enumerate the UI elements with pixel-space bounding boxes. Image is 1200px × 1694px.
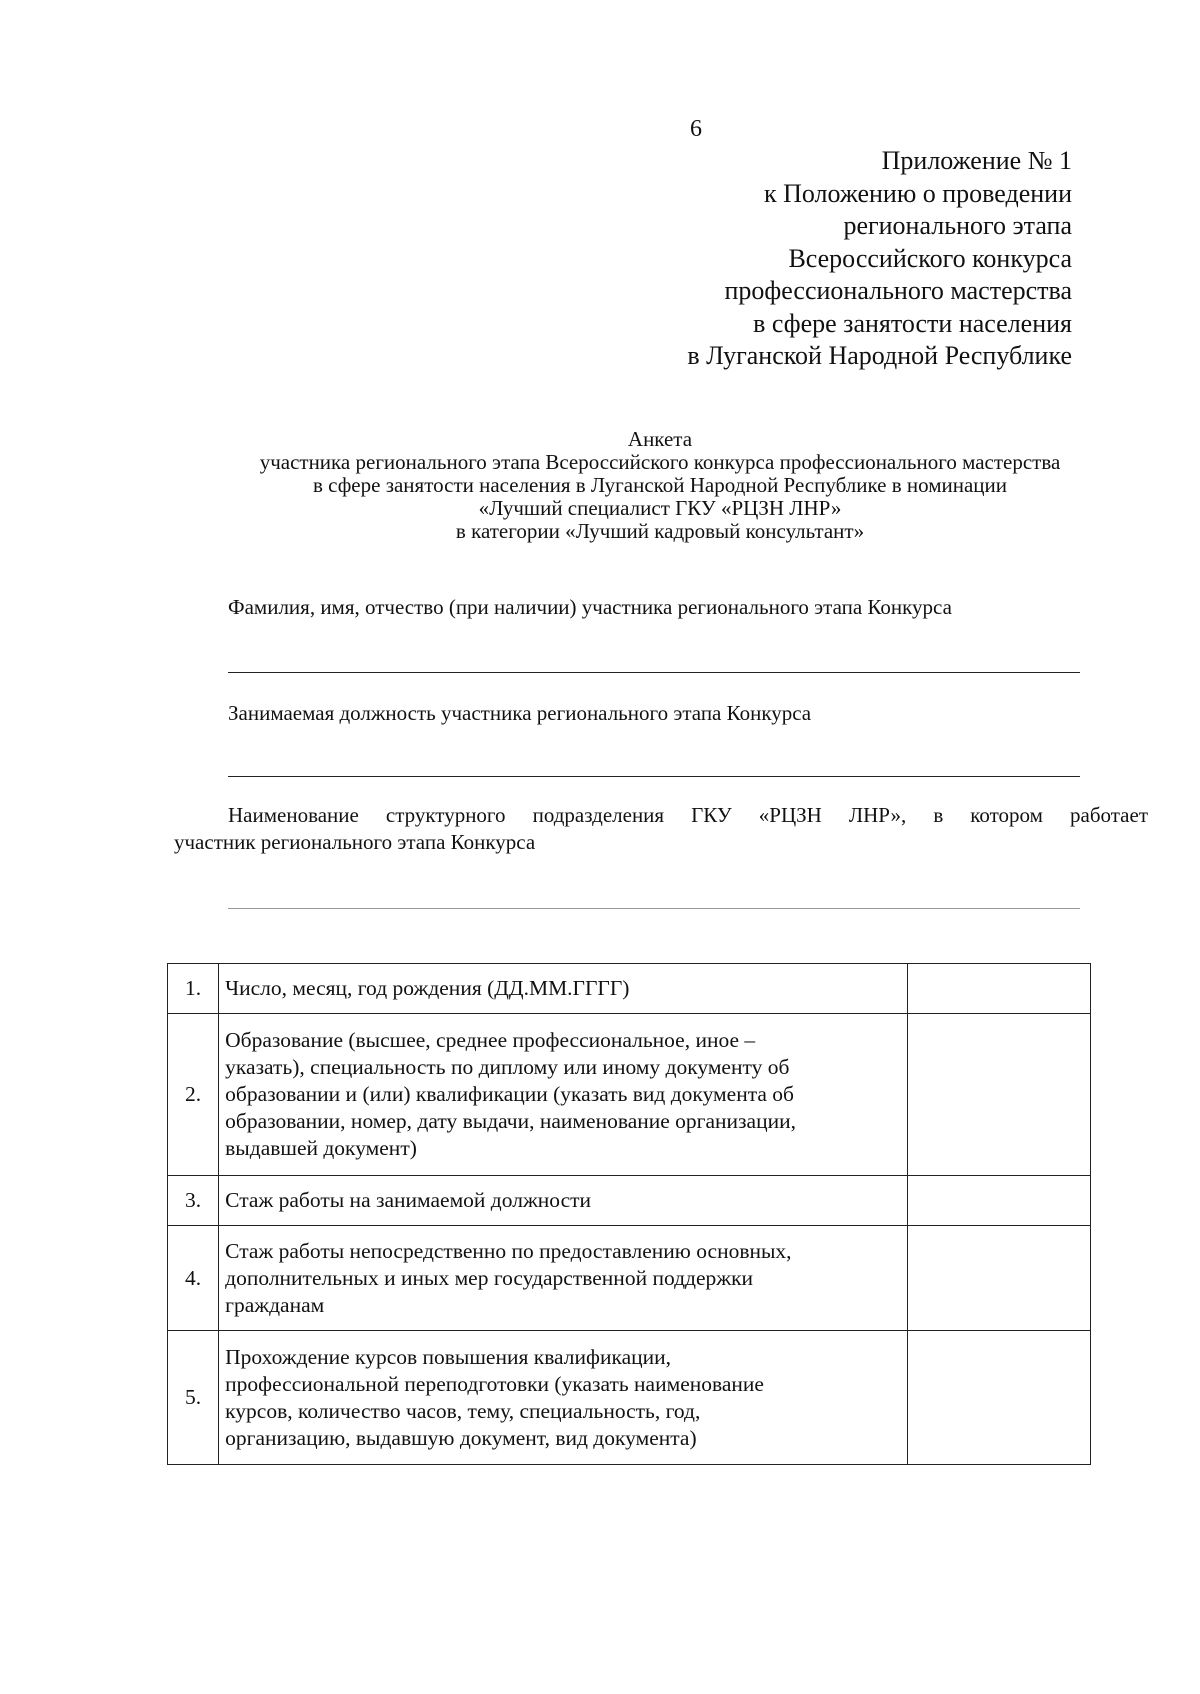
department-label-line: участник регионального этапа Конкурса	[174, 830, 536, 854]
description-line: дополнительных и иных мер государственной поддержки	[225, 1265, 754, 1290]
description-line: Прохождение курсов повышения квалификации,	[225, 1344, 672, 1369]
description-line: Стаж работы на занимаемой должности	[225, 1188, 592, 1212]
title-line: Анкета	[627, 427, 693, 451]
table-row	[168, 1014, 1091, 1176]
full-name-input-line[interactable]	[228, 672, 1080, 673]
appendix-line: Всероссийского конкурса	[788, 243, 1072, 273]
appendix-line: к Положению о проведении	[763, 178, 1072, 208]
table-row	[168, 1176, 1091, 1226]
appendix-line: Приложение № 1	[881, 146, 1072, 175]
title-line: в сфере занятости населения в Луганской Народной Республике в номинации	[312, 473, 1008, 497]
row-description	[219, 964, 908, 1014]
description-line: выдавшей документ)	[225, 1136, 417, 1160]
description-line: Образование (высшее, среднее профессиональное, иное –	[225, 1028, 756, 1052]
description-line: указать), специальность по диплому или иному документу об	[225, 1055, 790, 1079]
questionnaire-table	[167, 963, 1091, 1465]
row-number: 1.	[168, 964, 219, 1014]
description-line: профессиональной переподготовки (указать наименование	[225, 1371, 764, 1396]
row-description	[219, 1014, 908, 1176]
description-line: организацию, выдавшую документ, вид документа)	[225, 1425, 697, 1450]
row-number: 5.	[168, 1331, 219, 1465]
row-value-cell[interactable]	[908, 964, 1091, 1014]
table-row	[168, 964, 1091, 1014]
appendix-header	[687, 145, 1072, 373]
position-label: Занимаемая должность участника регионального этапа Конкурса	[228, 701, 812, 725]
description-line: образовании, номер, дату выдачи, наименование организации,	[225, 1109, 796, 1133]
full-name-label: Фамилия, имя, отчество (при наличии) участника регионального этапа Конкурса	[228, 595, 952, 619]
appendix-line: профессионального мастерства	[724, 276, 1072, 305]
row-description	[219, 1331, 908, 1465]
position-input-line[interactable]	[228, 776, 1080, 777]
department-label-line: Наименование структурного подразделения ГКУ «РЦЗН ЛНР», в котором работает	[228, 803, 1148, 827]
title-line: в категории «Лучший кадровый консультант»	[455, 519, 865, 543]
title-line: «Лучший специалист ГКУ «РЦЗН ЛНР»	[478, 496, 842, 520]
row-description	[219, 1226, 908, 1331]
row-value-cell[interactable]	[908, 1014, 1091, 1176]
row-number: 4.	[168, 1226, 219, 1331]
description-line: Стаж работы непосредственно по предоставлению основных,	[225, 1238, 792, 1263]
row-value-cell[interactable]	[908, 1226, 1091, 1331]
row-number: 3.	[168, 1176, 219, 1226]
table-row	[168, 1331, 1091, 1465]
row-number: 2.	[168, 1014, 219, 1176]
row-value-cell[interactable]	[908, 1331, 1091, 1465]
row-description	[219, 1176, 908, 1226]
table-row	[168, 1226, 1091, 1331]
page-number: 6	[690, 116, 702, 142]
appendix-line: в Луганской Народной Республике	[687, 341, 1072, 370]
description-line: Число, месяц, год рождения (ДД.ММ.ГГГГ)	[225, 976, 630, 1000]
appendix-line: в сфере занятости населения	[753, 308, 1072, 338]
description-line: образовании и (или) квалификации (указать вид документа об	[225, 1082, 794, 1106]
appendix-line: регионального этапа	[843, 211, 1072, 240]
document-title	[170, 428, 1150, 543]
description-line: курсов, количество часов, тему, специальность, год,	[225, 1398, 701, 1423]
row-value-cell[interactable]	[908, 1176, 1091, 1226]
description-line: гражданам	[225, 1292, 325, 1317]
department-label	[174, 802, 1148, 856]
title-line: участника регионального этапа Всероссийского конкурса профессионального мастерства	[259, 450, 1061, 474]
department-input-line[interactable]	[228, 908, 1080, 909]
